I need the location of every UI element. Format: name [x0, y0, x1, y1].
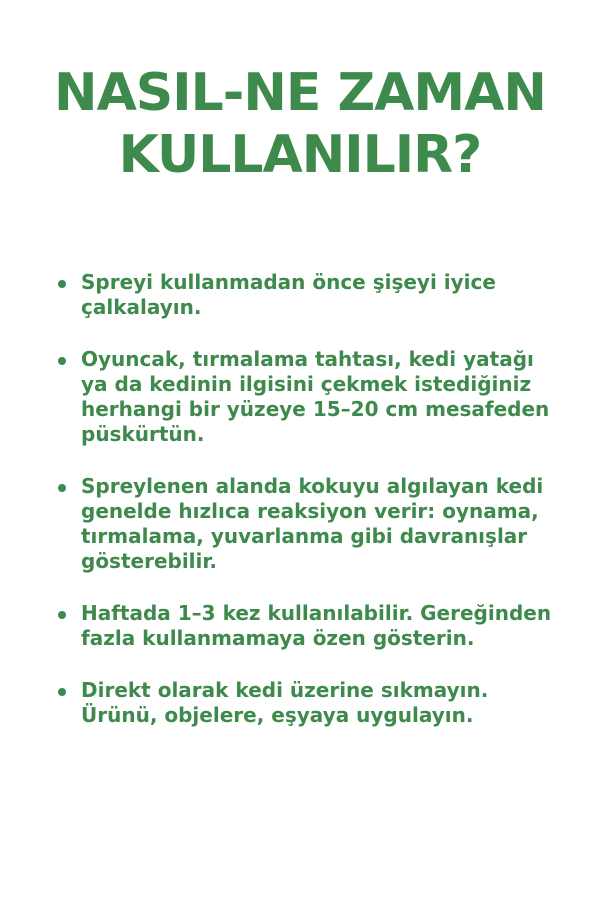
instruction-text: Direkt olarak kedi üzerine sıkmayın. Ürünü, objelere, eşyaya uygulayın. [81, 678, 489, 727]
list-item [56, 678, 566, 728]
title-line-1: NASIL-NE ZAMAN [54, 63, 546, 123]
instruction-text: Oyuncak, tırmalama tahtası, kedi yatağı ya da kedinin ilgisini çekmek istediğiniz herhangi bir yüzeye 15–20 cm mesafeden püskürtün. [81, 347, 550, 446]
list-item [56, 474, 566, 574]
list-item [56, 601, 566, 651]
instruction-list [56, 270, 566, 755]
bullet-icon [58, 484, 66, 492]
bullet-icon [58, 611, 66, 619]
list-item [56, 347, 566, 447]
bullet-icon [58, 357, 66, 365]
bullet-icon [58, 688, 66, 696]
instruction-text: Spreyi kullanmadan önce şişeyi iyice çalkalayın. [81, 270, 496, 319]
page-title [0, 62, 600, 186]
instruction-text: Haftada 1–3 kez kullanılabilir. Gereğinden fazla kullanmamaya özen gösterin. [81, 601, 552, 650]
list-item [56, 270, 566, 320]
instruction-text: Spreylenen alanda kokuyu algılayan kedi genelde hızlıca reaksiyon verir: oynama, tırmalama, yuvarlanma gibi davranışlar gösterebilir. [81, 474, 544, 573]
bullet-icon [58, 280, 66, 288]
title-line-2: KULLANILIR? [118, 125, 482, 185]
